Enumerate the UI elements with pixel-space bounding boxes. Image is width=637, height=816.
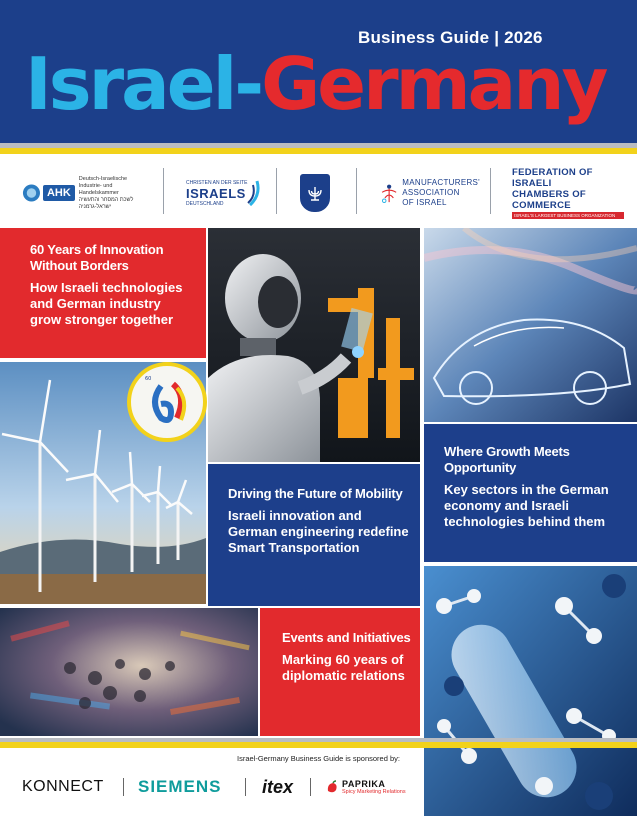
title-germany: Germany [261,42,606,126]
siemens-logo [138,772,222,802]
anniversary-badge [127,362,207,442]
ahk-line1: Deutsch-Israelische [78,175,128,182]
masthead [0,0,637,143]
cover-title [25,24,605,144]
paprika-logo [325,772,406,802]
footer-divider-yellow [0,742,637,748]
federation-chambers-logo [512,158,624,228]
paprika-tagline: Spicy Marketing Relations [342,789,406,795]
konnect-wordmark: KONNECT [22,778,104,795]
fed-tagline: ISRAEL'S LARGEST BUSINESS ORGANIZATION [512,212,624,219]
growth-body: Key sectors in the German economy and Israeli technologies behind them [444,482,609,529]
israels-bottom: DEUTSCHLAND [186,200,224,207]
sponsor-label: Israel-Germany Business Guide is sponsored by: [237,754,400,763]
ahk-logo [22,158,150,228]
logo-divider [276,168,277,214]
ahk-line4: ישראל-גרמניה [78,203,112,210]
guide-label: Business Guide | 2026 [358,28,543,47]
svg-text:60: 60 [145,376,152,382]
sponsor-divider [310,778,311,796]
ahk-globe-icon [22,183,41,203]
crowd-photo [0,608,258,736]
ahk-line3: לשכת המסחר והתעשיה [78,196,134,203]
itex-wordmark: itex [262,776,294,797]
mai-line3: OF ISRAEL [402,198,447,207]
innovation-body: How Israeli technologies and German industry grow stronger together [30,280,183,327]
israels-swoosh-icon [247,179,263,207]
growth-heading: Where Growth Meets Opportunity [444,444,570,475]
paprika-pepper-icon [325,780,339,794]
konnect-logo [22,772,104,802]
sixty-emblem-icon [131,366,203,438]
innovation-heading: 60 Years of Innovation Without Borders [30,242,164,273]
ahk-mark: AHK [43,185,75,201]
israels-top: CHRISTEN AN DER SEITE [186,179,248,186]
paprika-wordmark: PAPRIKA [342,779,386,789]
mai-line2: ASSOCIATION [402,188,460,197]
mai-line1: MANUFACTURERS' [402,178,480,187]
events-body: Marking 60 years of diplomatic relations [282,652,405,683]
events-panel [260,608,420,736]
mobility-heading: Driving the Future of Mobility [228,486,403,501]
partner-logos [0,158,637,228]
logo-divider [490,168,491,214]
logo-divider [356,168,357,214]
siemens-wordmark: SIEMENS [138,777,222,796]
growth-panel [424,424,637,562]
molecule-capsule-photo [424,566,637,816]
header-divider-yellow [0,148,637,154]
robot-photo [208,228,420,462]
israels-main: ISRAELS [186,185,246,201]
ahk-line2: Industrie- und Handelskammer [78,182,119,196]
smart-car-photo [424,228,637,422]
mobility-panel [208,464,420,606]
logo-divider [163,168,164,214]
events-heading: Events and Initiatives [282,630,411,645]
innovation-panel [0,228,206,358]
menorah-emblem-icon [300,174,330,212]
mobility-body: Israeli innovation and German engineering redefine Smart Transportation [228,508,409,555]
sponsor-divider [123,778,124,796]
fed-line2: CHAMBERS OF COMMERCE [512,189,587,211]
sponsor-divider [245,778,246,796]
itex-logo [262,772,293,802]
state-emblem-logo [300,158,334,228]
israels-logo [186,158,266,228]
manufacturers-association-logo [380,158,480,228]
title-israel: Israel- [25,42,262,126]
mai-figure-icon [380,178,398,208]
fed-line1: FEDERATION OF ISRAELI [512,167,593,189]
